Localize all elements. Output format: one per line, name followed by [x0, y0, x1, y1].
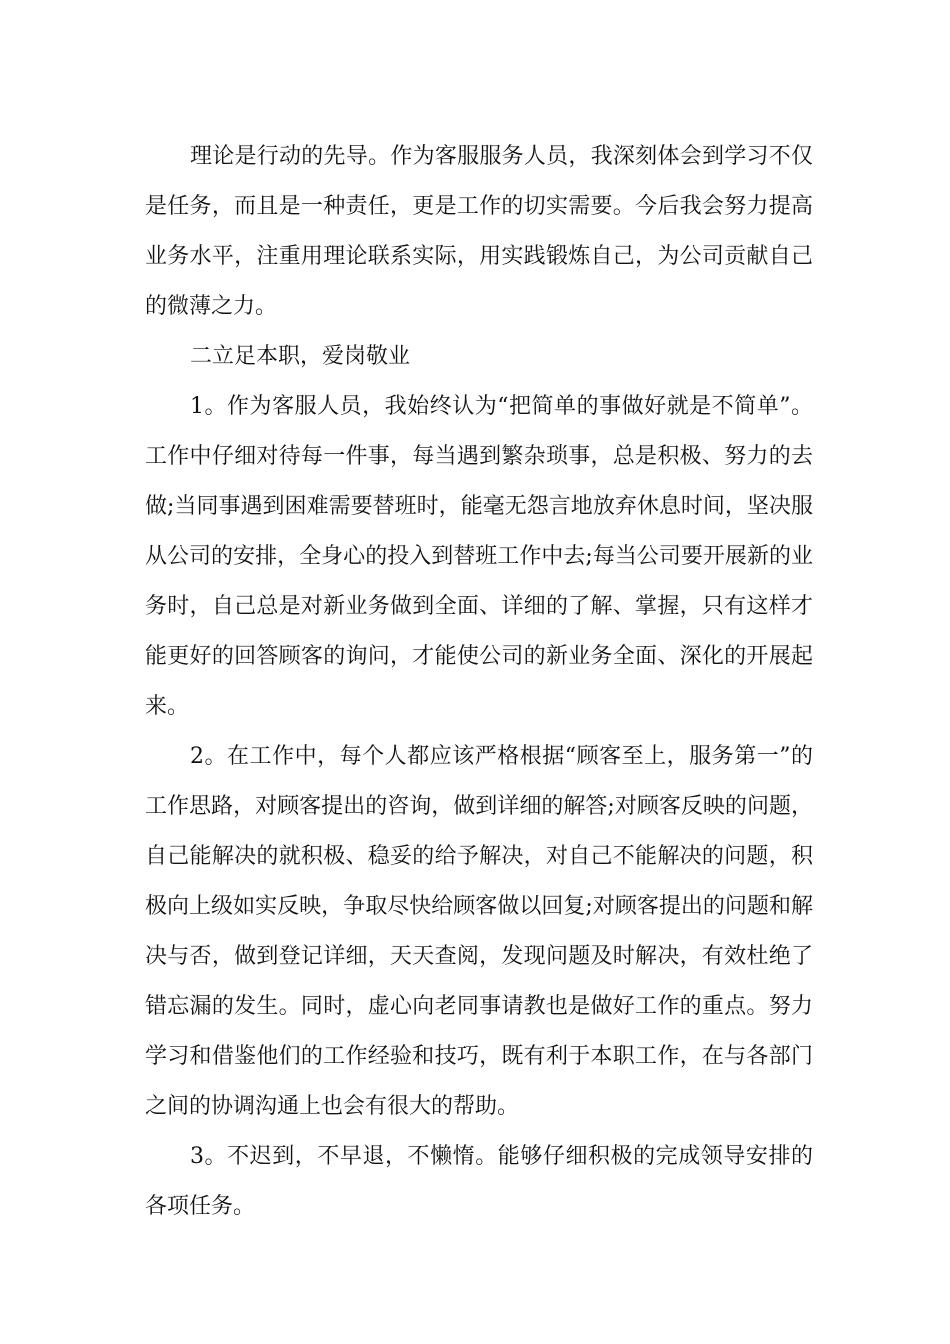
section-heading: 二立足本职，爱岗敬业	[190, 344, 411, 369]
paragraph-theory: 理论是行动的先导。作为客服服务人员，我深刻体会到学习不仅是任务，而且是一种责任，更是工作的切实需要。今后我会努力提高业务水平，注重用理论联系实际，用实践锻炼自己，为公司贡献自己的微薄之力。	[145, 144, 813, 319]
paragraph-item-2: 2。在工作中，每个人都应该严格根据“顾客至上，服务第一”的工作思路，对顾客提出的咨询，做到详细的解答;对顾客反映的问题，自己能解决的就积极、稳妥的给予解决，对自己不能解决的问题，积极向上级如实反映，争取尽快给顾客做以回复;对顾客提出的问题和解决与否，做到登记详细，天天查阅，发现问题及时解决，有效杜绝了错忘漏的发生。同时，虚心向老同事请教也是做好工作的重点。努力学习和借鉴他们的工作经验和技巧，既有利于本职工作，在与各部门之间的协调沟通上也会有很大的帮助。	[145, 744, 813, 1119]
document-body	[145, 132, 813, 1232]
paragraph-item-1: 1。作为客服人员，我始终认为“把简单的事做好就是不简单”。工作中仔细对待每一件事，每当遇到繁杂琐事，总是积极、努力的去做;当同事遇到困难需要替班时，能毫无怨言地放弃休息时间，坚决服从公司的安排，全身心的投入到替班工作中去;每当公司要开展新的业务时，自己总是对新业务做到全面、详细的了解、掌握，只有这样才能更好的回答顾客的询问，才能使公司的新业务全面、深化的开展起来。	[145, 394, 813, 719]
paragraph-item-3: 3。不迟到，不早退，不懒惰。能够仔细积极的完成领导安排的各项任务。	[145, 1144, 813, 1219]
